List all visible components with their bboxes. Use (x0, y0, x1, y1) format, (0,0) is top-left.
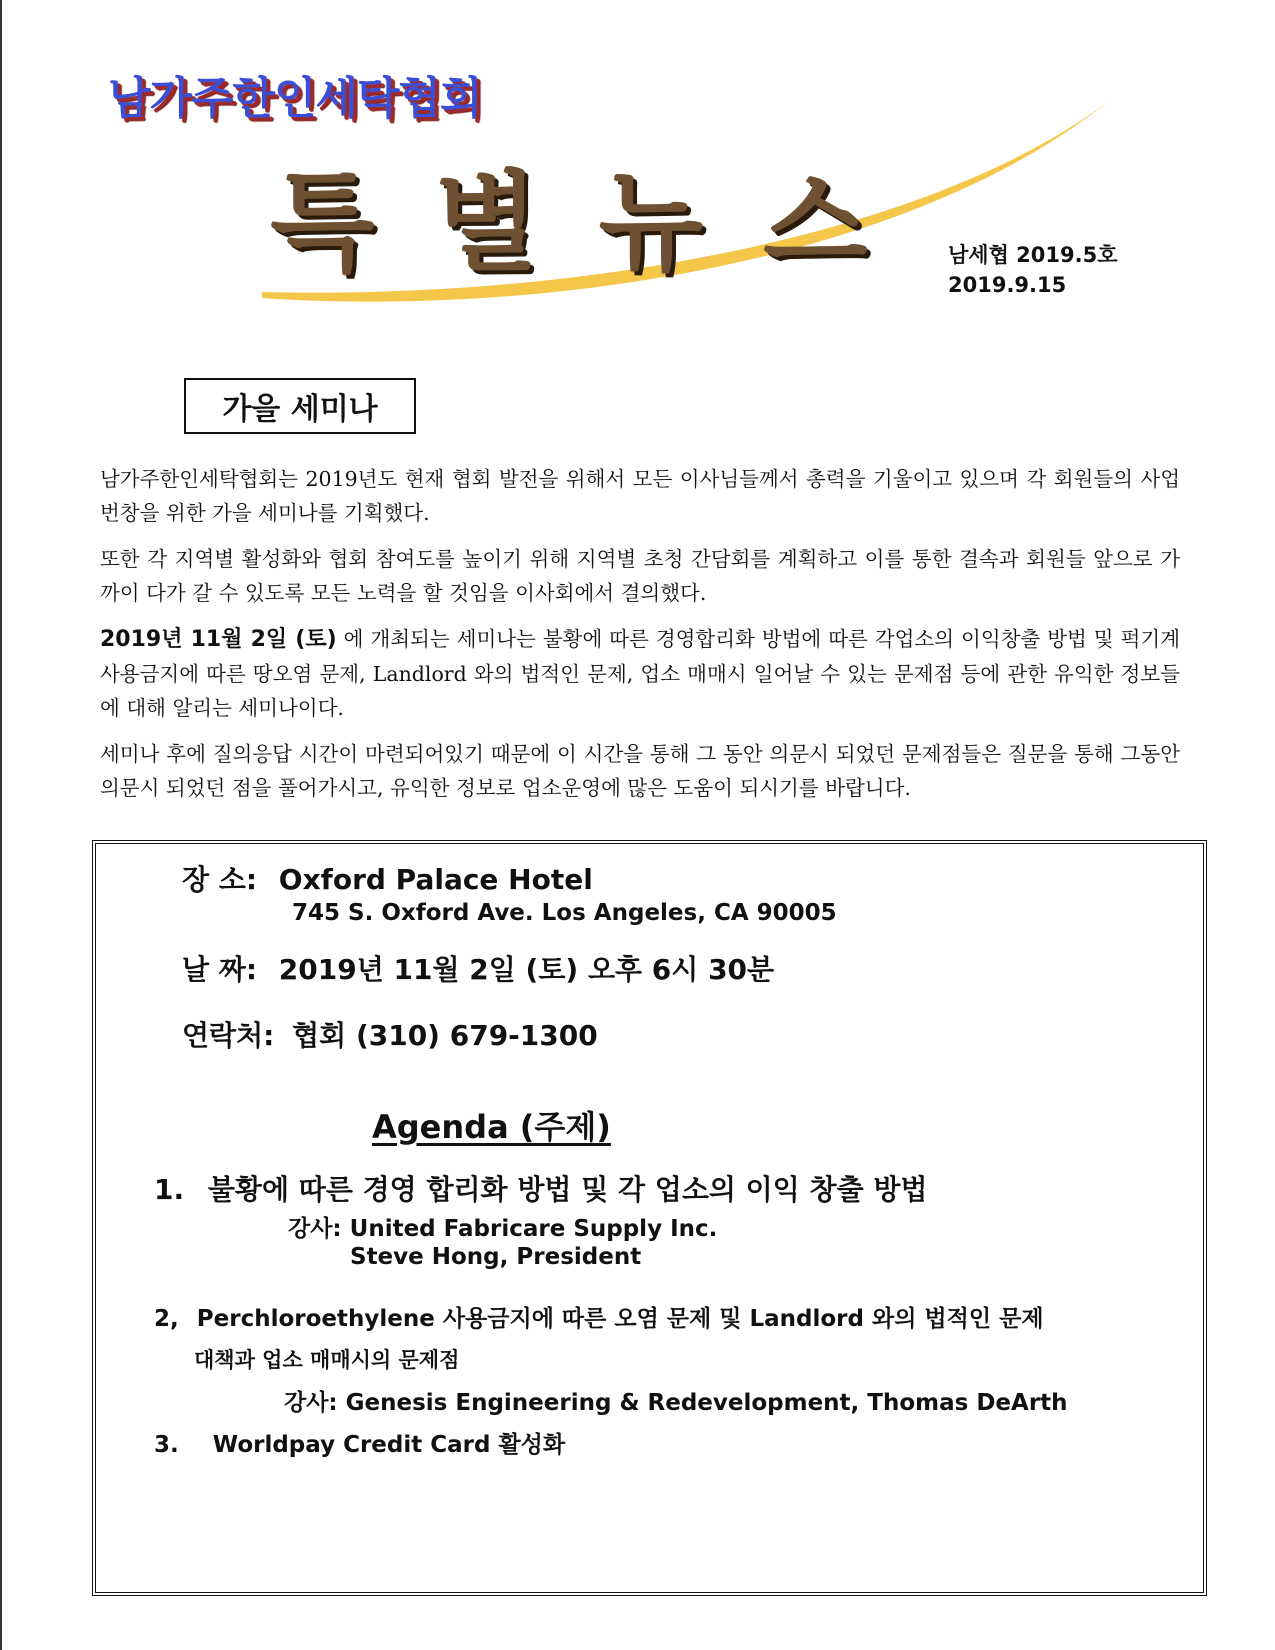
issue-date: 2019.9.15 (948, 273, 1067, 297)
agenda-item-3-number: 3. (154, 1432, 179, 1458)
paragraph-3 (100, 622, 1180, 725)
agenda-item-1-speaker: 강사: United Fabricare Supply Inc. (288, 1216, 718, 1242)
agenda-item-1 (154, 1168, 927, 1208)
agenda-title: Agenda (주제) (372, 1108, 611, 1146)
agenda-item-3-title: Worldpay Credit Card 활성화 (212, 1432, 566, 1458)
agenda-item-2-title: Perchloroethylene 사용금지에 따른 오염 문제 및 Landlord 와의 법적인 문제 (196, 1306, 1044, 1332)
contact-value: 협회 (310) 679-1300 (292, 1019, 598, 1052)
contact-label: 연락처: (182, 1019, 275, 1052)
place-address: 745 S. Oxford Ave. Los Angeles, CA 90005 (292, 900, 837, 926)
contact-row (182, 1014, 598, 1054)
agenda-item-1-title: 불황에 따른 경영 합리화 방법 및 각 업소의 이익 창출 방법 (207, 1173, 928, 1206)
agenda-item-2-speaker: 강사: Genesis Engineering & Redevelopment, Thomas DeArth (284, 1390, 1068, 1416)
agenda-item-1-speaker-name: Steve Hong, President (350, 1244, 642, 1270)
place-name: Oxford Palace Hotel (278, 863, 593, 896)
agenda-item-2-title-continued: 대책과 업소 매매시의 문제점 (194, 1348, 460, 1372)
issue-info (948, 240, 1118, 300)
paragraph-4: 세미나 후에 질의응답 시간이 마련되어있기 때문에 이 시간을 통해 그 동안 의문시 되었던 문제점들은 질문을 통해 그동안 의문시 되었던 점을 풀어가시고, 유익한 정보로 업소운영에 많은 도움이 되시기를 바랍니다. (100, 742, 1180, 800)
section-title-box (184, 378, 416, 434)
date-label: 날 짜: (182, 953, 258, 986)
organization-name: 남가주한인세탁협회 (108, 73, 482, 124)
seminar-date-highlight: 2019년 11월 2일 (토) (100, 627, 337, 652)
date-value: 2019년 11월 2일 (토) 오후 6시 30분 (278, 953, 775, 986)
paragraph-1: 남가주한인세탁협회는 2019년도 현재 협회 발전을 위해서 모든 이사님들께서 총력을 기울이고 있으며 각 회원들의 사업번창을 위한 가을 세미나를 기획했다. (100, 467, 1180, 525)
agenda-item-2-number: 2, (154, 1306, 179, 1332)
paragraph-2: 또한 각 지역별 활성화와 협회 참여도를 높이기 위해 지역별 초청 간담회를 계획하고 이를 통한 결속과 회원들 앞으로 가까이 다가 갈 수 있도록 모든 노력을 할 것임을 이사회에서 결의했다. (100, 547, 1180, 605)
event-details-box (92, 840, 1207, 1596)
place-label: 장 소: (182, 863, 258, 896)
paragraph-3-text: 에 개최되는 세미나는 불황에 따른 경영합리화 방법에 따른 각업소의 이익창출 방법 및 퍽기계 사용금지에 따른 땅오염 문제, Landlord 와의 법적인 문제, 업소 매매시 일어날 수 있는 문제점 등에 관한 유익한 정보들에 대해 알리는 세미나이다. (100, 627, 1181, 720)
article-body (100, 462, 1180, 817)
agenda-item-3 (154, 1426, 565, 1459)
date-row (182, 948, 774, 988)
agenda-item-1-number: 1. (154, 1173, 185, 1206)
newsletter-title: 특별뉴스 (270, 161, 928, 286)
issue-number: 남세협 2019.5호 (948, 243, 1118, 267)
section-title: 가을 세미나 (222, 392, 378, 427)
place-row (182, 858, 593, 898)
agenda-item-2 (154, 1300, 1044, 1333)
